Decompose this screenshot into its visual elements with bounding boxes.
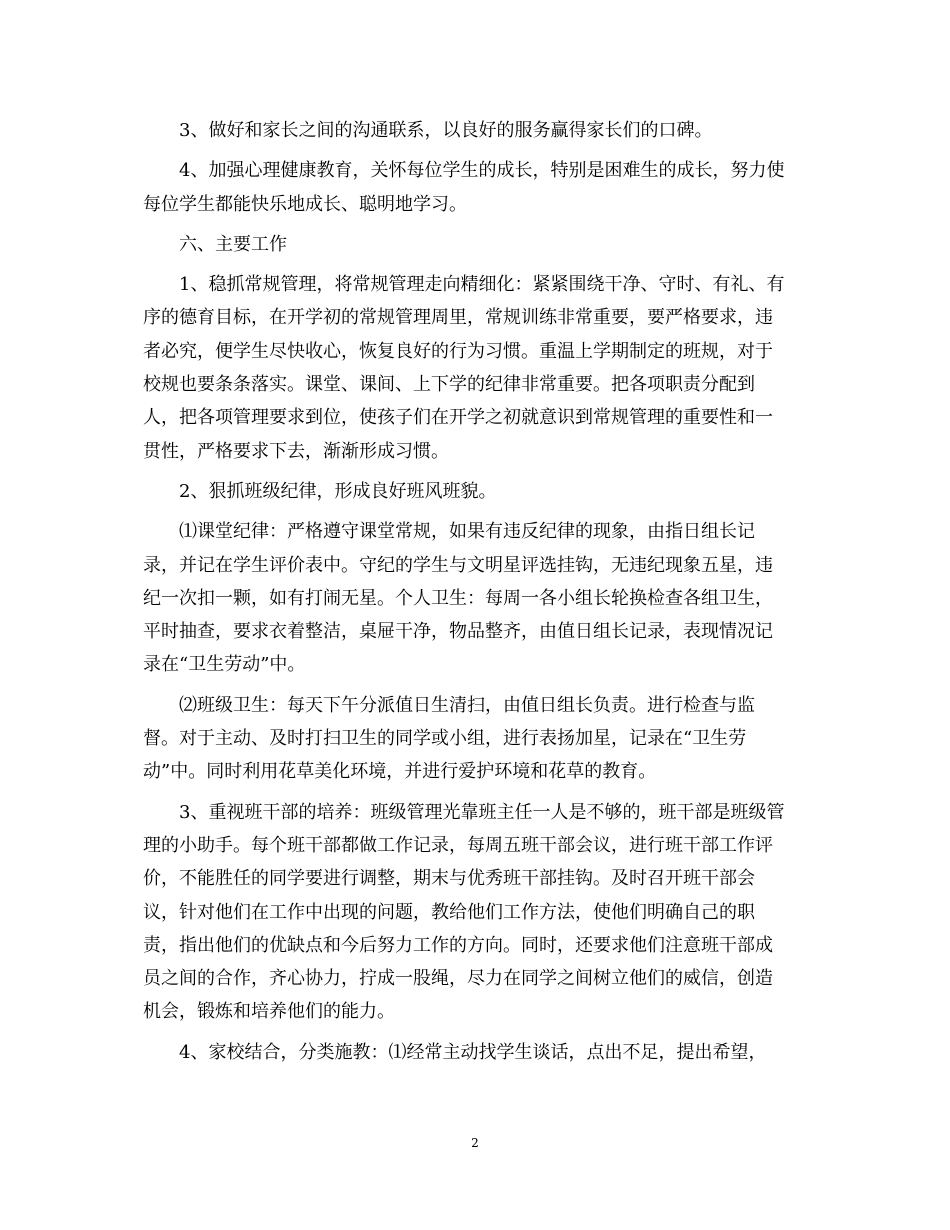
text-line: 理的小助手。每个班干部都做工作记录，每周五班干部会议，进行班干部工作评 <box>143 834 773 856</box>
document-body <box>143 114 808 1076</box>
text-line: 2、狠抓班级纪律，形成良好班风班貌。 <box>179 480 497 502</box>
text-line: 序的德育目标，在开学初的常规管理周里，常规训练非常重要，要严格要求，违 <box>143 307 773 329</box>
page-number: 2 <box>471 1136 479 1150</box>
text-line: 纪一次扣一颗，如有打闹无星。个人卫生：每周一各小组长轮换检查各组卫生， <box>143 587 773 609</box>
paragraph <box>143 114 808 147</box>
text-line: 4、家校结合，分类施教：⑴经常主动找学生谈话，点出不足，提出希望， <box>179 1041 767 1063</box>
paragraph <box>143 796 808 1029</box>
text-line: 4、加强心理健康教育，关怀每位学生的成长，特别是困难生的成长，努力使 <box>179 160 785 182</box>
text-line: 录，并记在学生评价表中。守纪的学生与文明星评选挂钩，无违纪现象五星，违 <box>143 554 773 576</box>
paragraph <box>143 475 808 508</box>
text-line: 督。对于主动、及时打扫卫生的同学或小组，进行表扬加星，记录在“卫生劳 <box>143 728 747 750</box>
text-line: 六、主要工作 <box>179 233 287 255</box>
text-line: 人，把各项管理要求到位，使孩子们在开学之初就意识到常规管理的重要性和一 <box>143 407 773 429</box>
paragraph <box>143 228 808 261</box>
text-line: 3、重视班干部的培养：班级管理光靠班主任一人是不够的，班干部是班级管 <box>179 801 785 823</box>
text-line: 贯性，严格要求下去，渐渐形成习惯。 <box>143 440 449 462</box>
text-line: 校规也要条条落实。课堂、课间、上下学的纪律非常重要。把各项职责分配到 <box>143 374 755 396</box>
text-line: 机会，锻炼和培养他们的能力。 <box>143 1001 395 1023</box>
text-line: 录在“卫生劳动”中。 <box>143 654 306 676</box>
text-line: 动”中。同时利用花草美化环境，并进行爱护环境和花草的教育。 <box>143 761 657 783</box>
text-line: 责，指出他们的优缺点和今后努力工作的方向。同时，还要求他们注意班干部成 <box>143 934 773 956</box>
paragraph <box>143 1036 808 1069</box>
text-line: 价，不能胜任的同学要进行调整，期末与优秀班干部挂钩。及时召开班干部会 <box>143 868 755 890</box>
paragraph <box>143 515 808 681</box>
text-line: ⑴课堂纪律：严格遵守课堂常规，如果有违反纪律的现象，由指日组长记 <box>179 521 755 543</box>
paragraph <box>143 268 808 468</box>
paragraph <box>143 689 808 789</box>
text-line: 员之间的合作，齐心协力，拧成一股绳，尽力在同学之间树立他们的威信，创造 <box>143 968 773 990</box>
text-line: 3、做好和家长之间的沟通联系，以良好的服务赢得家长们的口碑。 <box>179 120 713 141</box>
text-line: 1、稳抓常规管理，将常规管理走向精细化：紧紧围绕干净、守时、有礼、有 <box>179 274 785 296</box>
text-line: 议，针对他们在工作中出现的问题，教给他们工作方法，使他们明确自己的职 <box>143 901 755 923</box>
text-line: 者必究，便学生尽快收心，恢复良好的行为习惯。重温上学期制定的班规，对于 <box>143 340 773 362</box>
paragraph <box>143 154 808 221</box>
text-line: 平时抽查，要求衣着整洁，桌屉干净，物品整齐，由值日组长记录，表现情况记 <box>143 621 773 643</box>
text-line: ⑵班级卫生：每天下午分派值日生清扫，由值日组长负责。进行检查与监 <box>179 694 755 716</box>
text-line: 每位学生都能快乐地成长、聪明地学习。 <box>143 193 467 215</box>
